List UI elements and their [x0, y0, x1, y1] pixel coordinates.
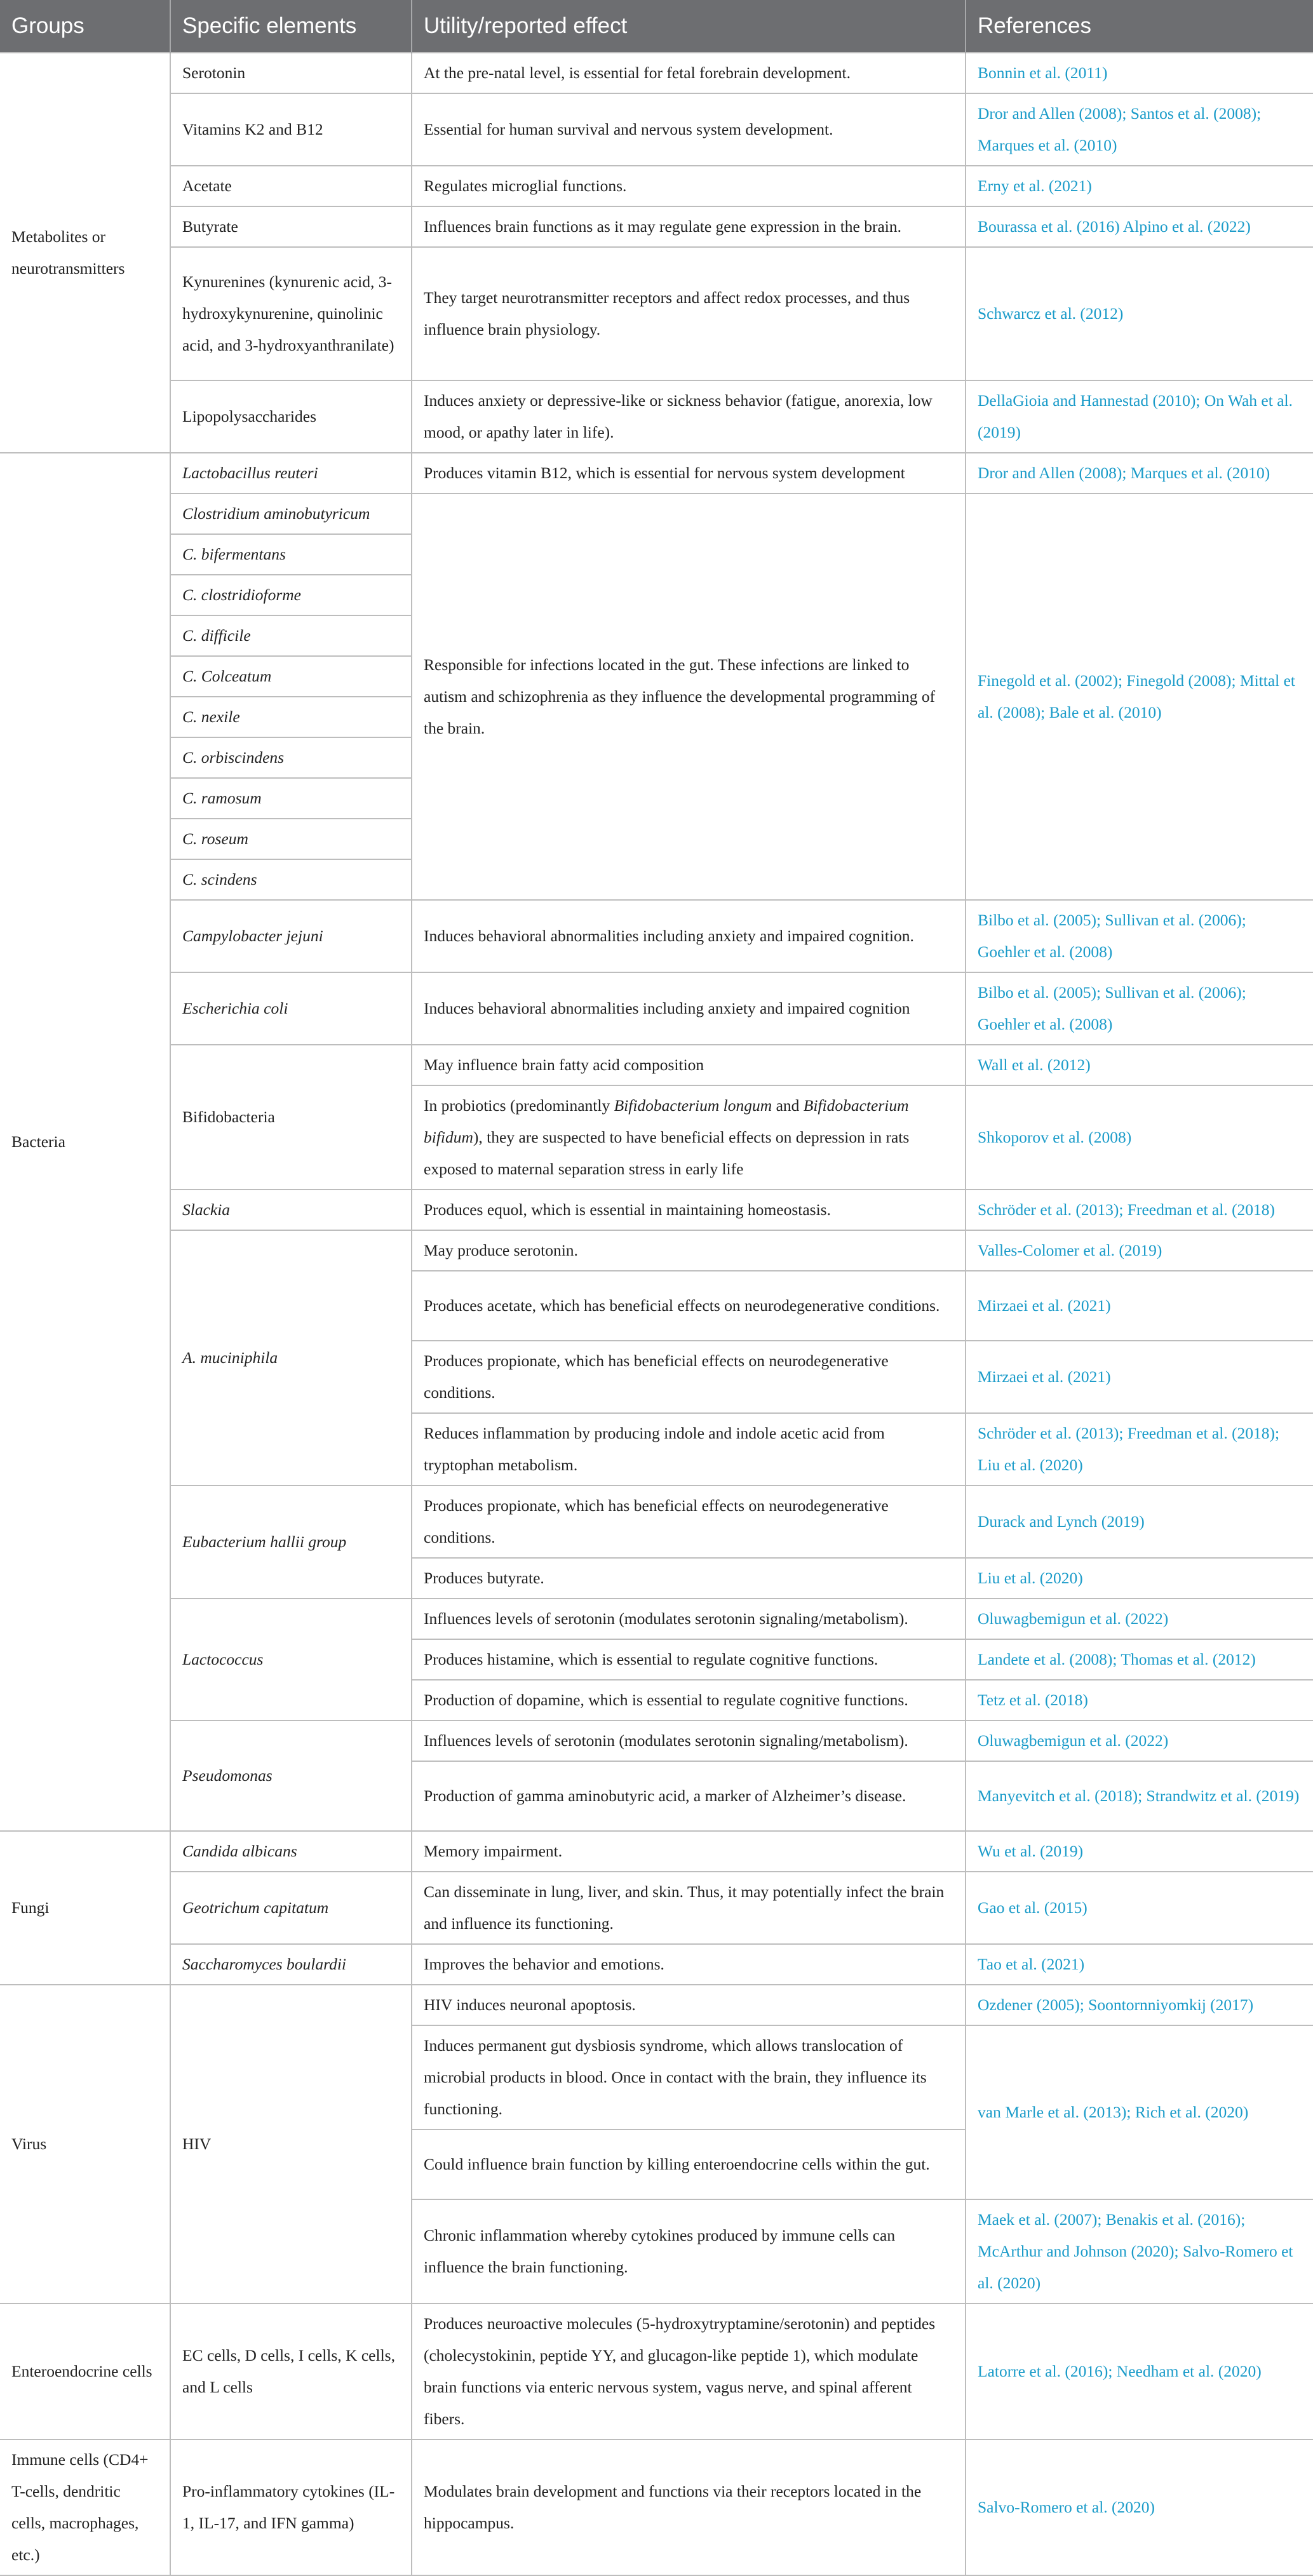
effect-cell: Induces behavioral abnormalities including anxiety and impaired cognition. [412, 900, 966, 972]
group-bacteria: Bacteria [0, 453, 170, 1831]
table-row [0, 1190, 1313, 1230]
reference-link[interactable]: Maek et al. (2007); Benakis et al. (2016); McArthur and Johnson (2020); Salvo-Romero et al. (2020) [966, 2199, 1313, 2304]
reference-link[interactable]: Dror and Allen (2008); Marques et al. (2010) [966, 453, 1313, 493]
effect-cell: Could influence brain function by killing enteroendocrine cells within the gut. [412, 2130, 966, 2199]
element-cell: A. muciniphila [170, 1230, 412, 1486]
element-cell: C. bifermentans [170, 534, 412, 575]
effect-cell: Reduces inflammation by producing indole and indole acetic acid from tryptophan metabolism. [412, 1413, 966, 1486]
element-cell: Slackia [170, 1190, 412, 1230]
reference-link[interactable]: Dror and Allen (2008); Santos et al. (2008); Marques et al. (2010) [966, 93, 1313, 166]
header-effect: Utility/reported effect [412, 0, 966, 53]
group-metabolites: Metabolites or neurotransmitters [0, 53, 170, 453]
reference-link[interactable]: van Marle et al. (2013); Rich et al. (2020) [966, 2025, 1313, 2199]
table-row [0, 1721, 1313, 1761]
effect-cell: Can disseminate in lung, liver, and skin. Thus, it may potentially infect the brain and influence its functioning. [412, 1872, 966, 1944]
table-row [0, 1486, 1313, 1558]
effect-text: and [772, 1096, 804, 1115]
reference-link[interactable]: Oluwagbemigun et al. (2022) [966, 1599, 1313, 1639]
table-row [0, 247, 1313, 380]
element-cell: Pseudomonas [170, 1721, 412, 1831]
effect-cell: Improves the behavior and emotions. [412, 1944, 966, 1985]
effect-cell: Produces propionate, which has beneficial effects on neurodegenerative conditions. [412, 1341, 966, 1413]
reference-link[interactable]: Landete et al. (2008); Thomas et al. (2012) [966, 1639, 1313, 1680]
table-row [0, 972, 1313, 1045]
effect-cell: May produce serotonin. [412, 1230, 966, 1271]
element-cell: C. orbiscindens [170, 737, 412, 778]
reference-link[interactable]: Schwarcz et al. (2012) [966, 247, 1313, 380]
reference-link[interactable]: Finegold et al. (2002); Finegold (2008); Mittal et al. (2008); Bale et al. (2010) [966, 493, 1313, 900]
element-cell: C. ramosum [170, 778, 412, 819]
element-cell: EC cells, D cells, I cells, K cells, and L cells [170, 2304, 412, 2439]
group-immune: Immune cells (CD4+ T-cells, dendritic cells, macrophages, etc.) [0, 2439, 170, 2575]
element-cell: C. Colceatum [170, 656, 412, 697]
effect-cell: Influences levels of serotonin (modulates serotonin signaling/metabolism). [412, 1721, 966, 1761]
table-row [0, 1944, 1313, 1985]
element-cell: Lactobacillus reuteri [170, 453, 412, 493]
effect-cell: Influences levels of serotonin (modulates serotonin signaling/metabolism). [412, 1599, 966, 1639]
element-cell: Candida albicans [170, 1831, 412, 1872]
header-references: References [966, 0, 1313, 53]
reference-link[interactable]: Manyevitch et al. (2018); Strandwitz et al. (2019) [966, 1761, 1313, 1831]
table-row [0, 1599, 1313, 1639]
reference-link[interactable]: Bonnin et al. (2011) [966, 53, 1313, 93]
reference-link[interactable]: Wall et al. (2012) [966, 1045, 1313, 1085]
table-row [0, 493, 1313, 534]
group-virus: Virus [0, 1985, 170, 2304]
table-row [0, 1872, 1313, 1944]
reference-link[interactable]: Mirzaei et al. (2021) [966, 1271, 1313, 1341]
element-cell: Acetate [170, 166, 412, 206]
effect-cell: Produces acetate, which has beneficial effects on neurodegenerative conditions. [412, 1271, 966, 1341]
reference-link[interactable]: Shkoporov et al. (2008) [966, 1085, 1313, 1190]
header-groups: Groups [0, 0, 170, 53]
element-cell: C. difficile [170, 615, 412, 656]
table-row [0, 380, 1313, 453]
effect-species: Bifidobacterium longum [614, 1096, 772, 1115]
element-cell: Pro-inflammatory cytokines (IL-1, IL-17, and IFN gamma) [170, 2439, 412, 2575]
effect-cell [412, 1085, 966, 1190]
reference-link[interactable]: Valles-Colomer et al. (2019) [966, 1230, 1313, 1271]
effect-text: ), they are suspected to have beneficial effects on depression in rats exposed to maternal separation stress in early life [424, 1128, 910, 1178]
effect-cell: Induces anxiety or depressive-like or sickness behavior (fatigue, anorexia, low mood, or apathy later in life). [412, 380, 966, 453]
element-cell: Lipopolysaccharides [170, 380, 412, 453]
table-row [0, 2439, 1313, 2575]
reference-link[interactable]: Tetz et al. (2018) [966, 1680, 1313, 1721]
reference-link[interactable]: Wu et al. (2019) [966, 1831, 1313, 1872]
table-row [0, 1230, 1313, 1271]
element-cell: Campylobacter jejuni [170, 900, 412, 972]
reference-link[interactable]: Schröder et al. (2013); Freedman et al. (2018) [966, 1190, 1313, 1230]
element-cell: Butyrate [170, 206, 412, 247]
effect-cell: Produces propionate, which has beneficial effects on neurodegenerative conditions. [412, 1486, 966, 1558]
effect-cell: Induces permanent gut dysbiosis syndrome, which allows translocation of microbial products in blood. Once in contact with the brain, they influence its functioning. [412, 2025, 966, 2130]
table-row [0, 2304, 1313, 2439]
header-elements: Specific elements [170, 0, 412, 53]
header-row [0, 0, 1313, 53]
table-row [0, 1985, 1313, 2025]
effect-cell: Memory impairment. [412, 1831, 966, 1872]
reference-link[interactable]: Latorre et al. (2016); Needham et al. (2020) [966, 2304, 1313, 2439]
element-cell: Clostridium aminobutyricum [170, 493, 412, 534]
element-cell: Vitamins K2 and B12 [170, 93, 412, 166]
element-cell: Escherichia coli [170, 972, 412, 1045]
reference-link[interactable]: Bourassa et al. (2016) Alpino et al. (2022) [966, 206, 1313, 247]
effect-cell: Induces behavioral abnormalities including anxiety and impaired cognition [412, 972, 966, 1045]
effect-cell: HIV induces neuronal apoptosis. [412, 1985, 966, 2025]
table-row [0, 453, 1313, 493]
effect-cell: Produces butyrate. [412, 1558, 966, 1599]
effect-cell: Chronic inflammation whereby cytokines produced by immune cells can influence the brain functioning. [412, 2199, 966, 2304]
table-row [0, 900, 1313, 972]
effect-text: In probiotics (predominantly [424, 1096, 614, 1115]
group-fungi: Fungi [0, 1831, 170, 1985]
element-cell: C. scindens [170, 859, 412, 900]
effect-cell: Produces vitamin B12, which is essential for nervous system development [412, 453, 966, 493]
reference-link[interactable]: Salvo-Romero et al. (2020) [966, 2439, 1313, 2575]
reference-link[interactable]: Bilbo et al. (2005); Sullivan et al. (2006); Goehler et al. (2008) [966, 900, 1313, 972]
element-cell: Eubacterium hallii group [170, 1486, 412, 1599]
reference-link[interactable]: Erny et al. (2021) [966, 166, 1313, 206]
reference-link[interactable]: Schröder et al. (2013); Freedman et al. (2018); Liu et al. (2020) [966, 1413, 1313, 1486]
element-cell: Kynurenines (kynurenic acid, 3-hydroxykynurenine, quinolinic acid, and 3-hydroxyanthranilate) [170, 247, 412, 380]
element-cell: C. roseum [170, 819, 412, 859]
effect-cell: Essential for human survival and nervous system development. [412, 93, 966, 166]
effect-species: Bifidobacterium bifidum [424, 1096, 909, 1146]
reference-link[interactable]: Mirzaei et al. (2021) [966, 1341, 1313, 1413]
reference-link[interactable]: DellaGioia and Hannestad (2010); On Wah et al. (2019) [966, 380, 1313, 453]
table-row [0, 1831, 1313, 1872]
table-row [0, 206, 1313, 247]
effect-cell: Modulates brain development and functions via their receptors located in the hippocampus. [412, 2439, 966, 2575]
effect-cell: Influences brain functions as it may regulate gene expression in the brain. [412, 206, 966, 247]
table-row [0, 53, 1313, 93]
effect-cell: Produces neuroactive molecules (5-hydroxytryptamine/serotonin) and peptides (cholecystokinin, peptide YY, and glucagon-like peptide 1), which modulate brain functions via enteric nervous system, vagus nerve, and spinal afferent fibers. [412, 2304, 966, 2439]
reference-link[interactable]: Tao et al. (2021) [966, 1944, 1313, 1985]
element-cell: Saccharomyces boulardii [170, 1944, 412, 1985]
effect-cell: At the pre-natal level, is essential for fetal forebrain development. [412, 53, 966, 93]
effect-cell: Produces histamine, which is essential to regulate cognitive functions. [412, 1639, 966, 1680]
reference-link[interactable]: Bilbo et al. (2005); Sullivan et al. (2006); Goehler et al. (2008) [966, 972, 1313, 1045]
effect-cell: Responsible for infections located in the gut. These infections are linked to autism and schizophrenia as they influence the developmental programming of the brain. [412, 493, 966, 900]
group-enteroendocrine: Enteroendocrine cells [0, 2304, 170, 2439]
element-cell: Bifidobacteria [170, 1045, 412, 1190]
effect-cell: Production of gamma aminobutyric acid, a marker of Alzheimer’s disease. [412, 1761, 966, 1831]
table-row [0, 93, 1313, 166]
effect-cell: Regulates microglial functions. [412, 166, 966, 206]
effect-cell: Production of dopamine, which is essential to regulate cognitive functions. [412, 1680, 966, 1721]
effect-cell: They target neurotransmitter receptors and affect redox processes, and thus influence brain physiology. [412, 247, 966, 380]
reference-link[interactable]: Oluwagbemigun et al. (2022) [966, 1721, 1313, 1761]
reference-link[interactable]: Ozdener (2005); Soontornniyomkij (2017) [966, 1985, 1313, 2025]
effect-cell: Produces equol, which is essential in maintaining homeostasis. [412, 1190, 966, 1230]
element-cell: C. clostridioforme [170, 575, 412, 615]
reference-link[interactable]: Gao et al. (2015) [966, 1872, 1313, 1944]
element-cell: Geotrichum capitatum [170, 1872, 412, 1944]
reference-link[interactable]: Durack and Lynch (2019) [966, 1486, 1313, 1558]
element-cell: C. nexile [170, 697, 412, 737]
element-cell: Serotonin [170, 53, 412, 93]
effect-cell: May influence brain fatty acid composition [412, 1045, 966, 1085]
table-row [0, 1045, 1313, 1085]
element-cell: Lactococcus [170, 1599, 412, 1721]
table-row [0, 166, 1313, 206]
element-cell: HIV [170, 1985, 412, 2304]
reference-link[interactable]: Liu et al. (2020) [966, 1558, 1313, 1599]
